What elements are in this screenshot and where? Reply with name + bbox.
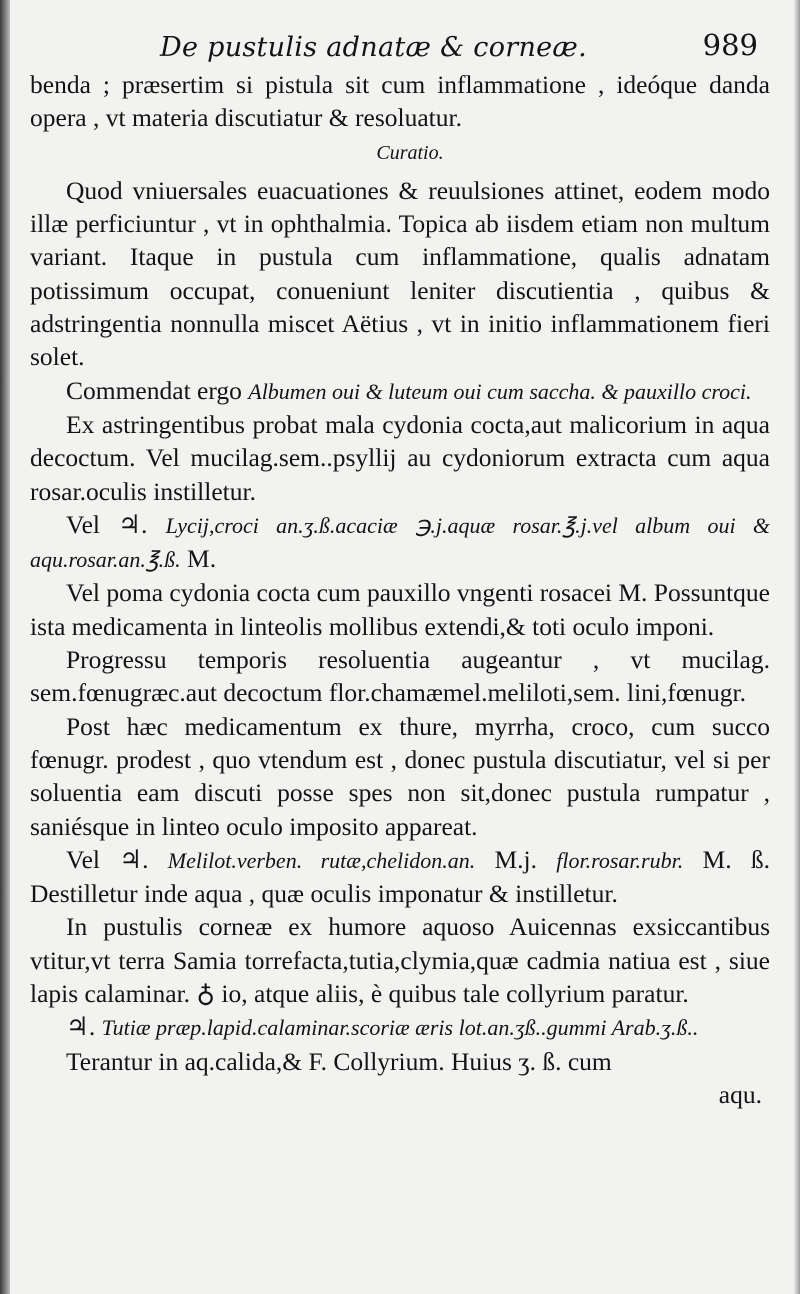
catchword: aqu.	[718, 1079, 762, 1109]
page-number: 989	[702, 28, 758, 62]
paragraph-terantur: Terantur in aq.calida,& F. Collyrium. Huius ʒ. ß. cum	[66, 1046, 612, 1076]
recipe-italic: Tutiæ præp.lapid.calaminar.scoriæ æris lot.an.ʒß..gummi Arab.ʒ.ß..	[101, 1015, 699, 1041]
recipe-tail: M. ß. Destilletur inde aqua , quæ oculis imponatur & instilletur.	[30, 844, 770, 909]
paragraph-astringentibus: Ex astringentibus probat mala cydonia cocta,aut malicorium in aqua decoctum. Vel mucilag.sem..psyllij au cydoniorum extracta cum aqua rosar.oculis instilletur.	[30, 409, 770, 506]
page-body	[30, 68, 770, 1111]
section-heading-curatio: Curatio.	[376, 141, 444, 164]
recipe-italic: Melilot.verben. rutæ,chelidon.an.	[167, 847, 476, 873]
recipe-italic: flor.rosar.rubr.	[556, 847, 684, 873]
paragraph-text: Commendat ergo	[66, 375, 242, 405]
running-title: De pustulis adnatæ & corneæ.	[160, 32, 587, 63]
paragraph-commendat	[30, 374, 770, 408]
recipe-italic: Lycij,croci an.ʒ.ß.acaciæ ℈.j.aquæ rosar.℥.j.vel album oui & aqu.rosar.an.℥.ß.	[30, 512, 771, 573]
paragraph-continuation: benda ; præsertim si pistula sit cum inflammatione , ideóque danda opera , vt materia discutiatur & resoluatur.	[30, 70, 770, 133]
paragraph-pustulis-corneae: In pustulis corneæ ex humore aquoso Auicennas exsiccantibus vtitur,vt terra Samia torrefacta,tutia,clymia,quæ cadmia natiua est , siue lapis calaminar. ♁ io, atque aliis, è quibus tale collyrium paratur.	[30, 912, 770, 1009]
recipe-symbol: Vel ♃.	[66, 509, 148, 539]
recipe-text: M.j.	[494, 844, 537, 874]
paragraph-poma-cydonia: Vel poma cydonia cocta cum pauxillo vngenti rosacei M. Possuntque ista medicamenta in linteolis mollibus extendi,& toti oculo imponi.	[30, 578, 770, 641]
page-edge-shadow	[794, 0, 800, 1294]
paragraph-recipe-lycij	[30, 508, 770, 577]
recipe-symbol: Vel ♃.	[66, 844, 149, 874]
paragraph-progressu: Progressu temporis resoluentia augeantur , vt mucilag. sem.fœnugræc.aut decoctum flor.chamæmel.meliloti,sem. lini,fœnugr.	[30, 645, 770, 708]
paragraph-curatio-intro: Quod vniuersales euacuationes & reuulsiones attinet, eodem modo illæ perficiuntur , vt in ophthalmia. Topica ab iisdem etiam non multum variant. Itaque in pustula cum inflammatione, qualis adnatam potissimum occupat, conueniunt leniter discutientia , quibus & adstringentia nonnulla miscet Aëtius , vt in initio inflammationem fieri solet.	[30, 175, 770, 372]
page-gutter-shadow	[0, 0, 10, 1294]
page-header	[30, 28, 770, 68]
recipe-tail: M.	[187, 544, 217, 574]
paragraph-post-haec: Post hæc medicamentum ex thure, myrrha, croco, cum succo fœnugr. prodest , quo vtendum est , donec pustula discutiatur, vel si per soluentia eam discuti posse spes non sit,donec pustula rumpatur , saniésque in linteo oculo imposito appareat.	[30, 711, 770, 841]
recipe-italic: Albumen oui & luteum oui cum saccha. & pauxillo croci.	[248, 378, 752, 404]
paragraph-recipe-tutiae	[30, 1010, 770, 1044]
recipe-symbol: ♃.	[66, 1012, 96, 1042]
paragraph-recipe-melilot	[30, 843, 770, 911]
